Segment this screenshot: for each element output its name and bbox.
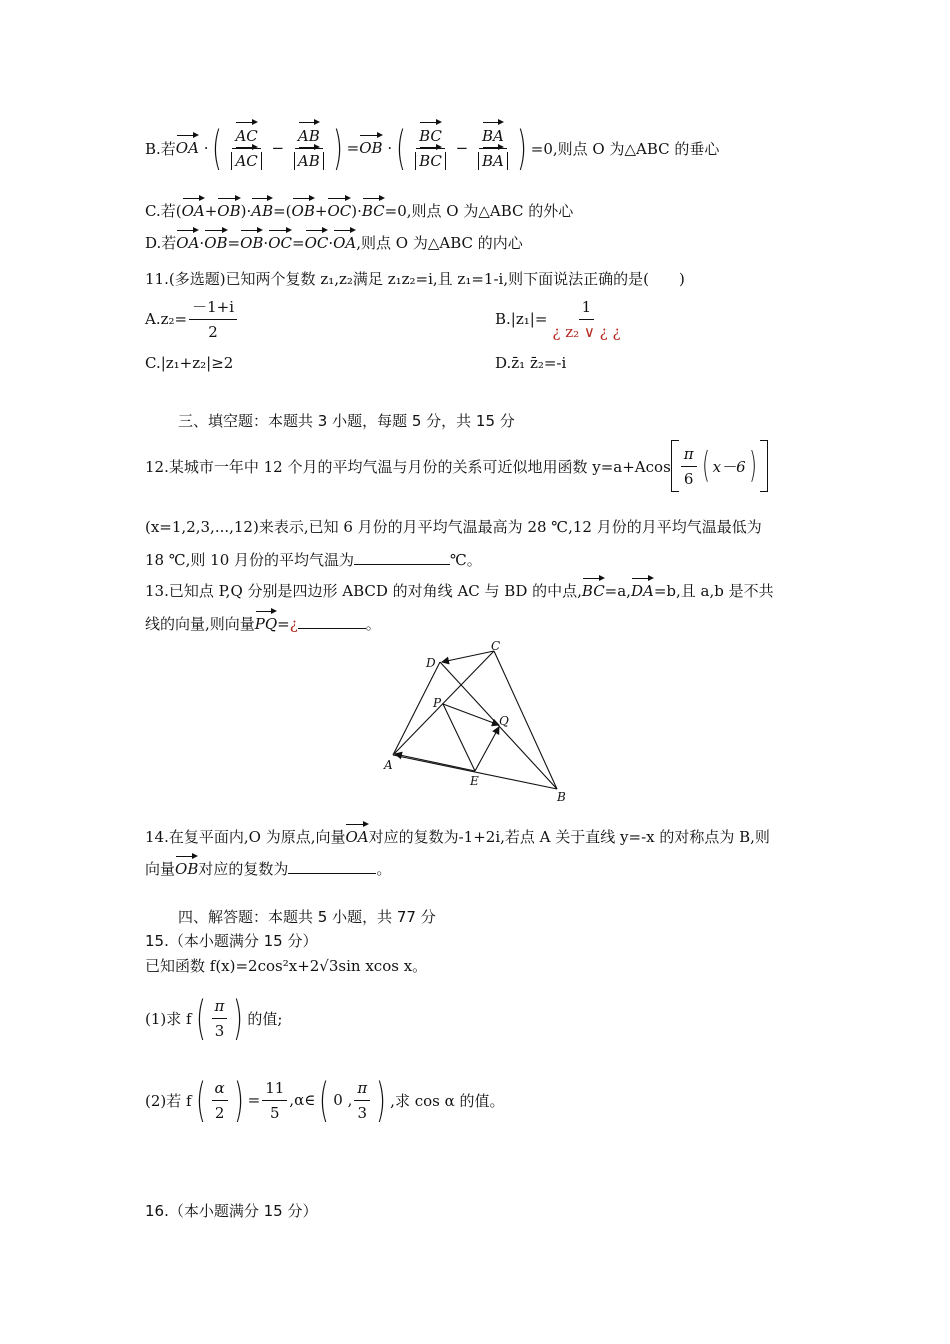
vec-oa: OA	[175, 139, 199, 157]
quadrilateral-figure	[380, 638, 580, 808]
q11-option-c: C.|z₁+z₂|≥2	[145, 354, 234, 372]
vec-ea	[395, 754, 475, 771]
q11-option-d: D.z̄₁ z̄₂=-i	[495, 354, 567, 372]
label-a: A	[384, 758, 393, 772]
q10-option-d: D.若OA·OB=OB·OC=OC·OA,则点 O 为△ABC 的内心	[145, 234, 523, 252]
frac-ba: $\frac{BA}{BA}$	[475, 126, 511, 171]
q15-part2: (2)若 f ( $\frac{\alpha}{2}$ ) = $\frac{11}{5}$ ,α∈ ( 0 , $\frac{\pi}{3}$ ) ,求 cos α 的值。	[145, 1073, 505, 1127]
q15-part1: (1)求 f ( $\frac{\pi}{3}$ ) 的值;	[145, 991, 283, 1045]
label-e: E	[470, 774, 479, 788]
q11-stem: 11.(多选题)已知两个复数 z₁,z₂满足 z₁z₂=i,且 z₁=1-i,则下面说法正确的是( )	[145, 270, 685, 288]
label-q: Q	[499, 714, 509, 728]
q14-answer-blank[interactable]	[288, 873, 376, 874]
q16-title: 16.（本小题满分 15 分）	[145, 1202, 318, 1220]
q12-line2: (x=1,2,3,...,12)来表示,已知 6 月份的月平均气温最高为 28 ℃,12 月份的月平均气温最低为	[145, 518, 762, 536]
q10-option-c: C.若(OA+OB)·AB=(OB+OC)·BC=0,则点 O 为△ABC 的外心	[145, 202, 574, 220]
q10-option-b: B.若 OA · ( $\frac{AC}{AC}$ − $\frac{AB}{AB}$ ) = OB · ( $\frac{BC}{BC}$ − $\frac{BA}{BA}$ ) =0,则点 O 为△ABC 的垂心	[145, 121, 720, 175]
frac-ac: $\frac{AC}{AC}$	[228, 126, 264, 171]
vec-cd	[442, 651, 494, 662]
label-c: C	[491, 639, 501, 653]
frac-bc: $\frac{BC}{BC}$	[412, 126, 449, 171]
q12-line3: 18 ℃,则 10 月份的平均气温为 ℃。	[145, 551, 482, 569]
q10-b-tail: =0,则点 O 为△ABC 的垂心	[530, 139, 720, 158]
q14-line1: 14.在复平面内,O 为原点,向量OA对应的复数为-1+2i,若点 A 关于直线 y=-x 的对称点为 B,则	[145, 828, 770, 846]
vec-eq	[475, 727, 499, 771]
q11-option-b: B.|z₁|= $\frac{1}{\text{¿ z₂ ∨ ¿ ¿}}$	[495, 297, 621, 341]
label-b: B	[557, 790, 566, 804]
q13-answer-blank[interactable]	[298, 628, 366, 629]
label-d: D	[426, 656, 436, 670]
q14-line2: 向量OB对应的复数为 。	[145, 860, 392, 878]
q12-line1: 12.某城市一年中 12 个月的平均气温与月份的关系可近似地用函数 y=a+Acos $\frac{\pi}{6}$ ( x－6 )	[145, 440, 768, 492]
q11-option-a: A.z₂= $\frac{-1+i}{2}$	[145, 296, 239, 342]
label-p: P	[433, 696, 442, 710]
q13-line2: 线的向量,则向量PQ=¿ 。	[145, 615, 381, 633]
q10-b-label: B.若	[145, 139, 176, 158]
q15-stem: 已知函数 f(x)=2cos²x+2√3sin xcos x。	[145, 957, 428, 975]
section-4-heading: 四、解答题：本题共 5 小题，共 77 分	[178, 908, 436, 926]
q13-line1: 13.已知点 P,Q 分别是四边形 ABCD 的对角线 AC 与 BD 的中点,BC=a,DA=b,且 a,b 是不共	[145, 582, 774, 600]
q12-answer-blank[interactable]	[354, 564, 450, 565]
frac-ab: $\frac{AB}{AB}$	[291, 126, 327, 171]
q15-title: 15.（本小题满分 15 分）	[145, 932, 318, 950]
section-3-heading: 三、填空题：本题共 3 小题，每题 5 分，共 15 分	[178, 412, 515, 430]
